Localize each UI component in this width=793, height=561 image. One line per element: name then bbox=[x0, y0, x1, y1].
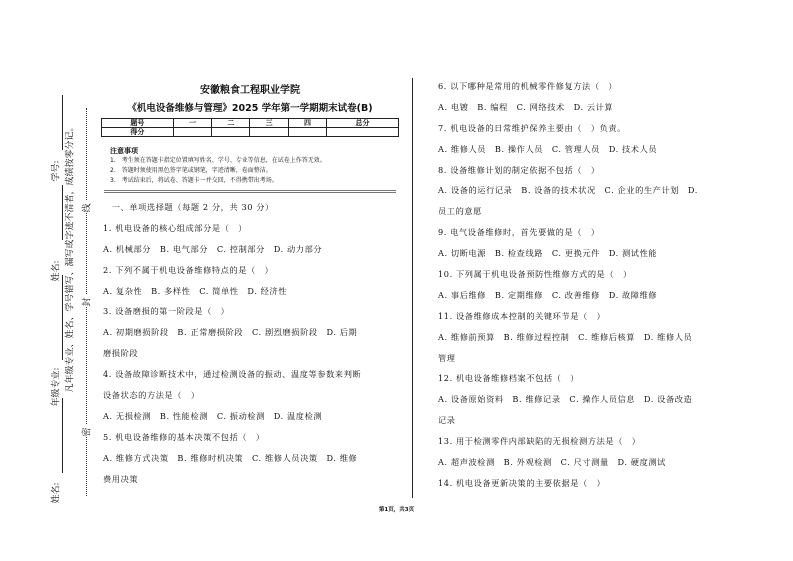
score-cell bbox=[250, 128, 288, 137]
note-item: 2. 答题时须使用黑色签字笔或钢笔，字迹清晰，卷面整洁。 bbox=[110, 167, 272, 174]
seal-mark-feng: 封 bbox=[80, 295, 93, 307]
binding-line-4 bbox=[62, 398, 63, 473]
question-line: A. 无损检测 B. 性能检测 C. 振动检测 D. 温度检测 bbox=[103, 410, 323, 421]
student-id-label: 学号: bbox=[51, 160, 62, 182]
exam-notes bbox=[110, 146, 326, 186]
question-line: A. 设备的运行记录 B. 设备的技术状况 C. 企业的生产计划 D. bbox=[438, 185, 698, 196]
question-line: 1. 机电设备的核心组成部分是（ ） bbox=[103, 222, 248, 233]
question-line: 一、单项选择题（每题 2 分，共 30 分） bbox=[103, 202, 274, 212]
question-line: 设备状态的方法是（ ） bbox=[103, 390, 200, 401]
cell: 四 bbox=[288, 119, 326, 128]
score-cell bbox=[327, 128, 399, 137]
question-line: 记录 bbox=[438, 415, 456, 426]
question-line: 管理 bbox=[438, 352, 456, 363]
seal-mark-mi: 密 bbox=[80, 425, 93, 437]
cell: 三 bbox=[250, 119, 288, 128]
question-line: 3. 设备磨损的第一阶段是（ ） bbox=[103, 306, 230, 317]
question-line: 14. 机电设备更新决策的主要依据是（ ） bbox=[438, 477, 606, 488]
question-line: A. 设备原始资料 B. 维修记录 C. 操作人员信息 D. 设备改造 bbox=[438, 394, 693, 405]
question-line: A. 维修人员 B. 操作人员 C. 管理人员 D. 技术人员 bbox=[438, 143, 658, 154]
cell: 一 bbox=[173, 119, 211, 128]
question-line: A. 维修方式决策 B. 维修时机决策 C. 维修人员决策 D. 维修 bbox=[103, 452, 358, 463]
question-line: 12. 机电设备维修档案不包括（ ） bbox=[438, 373, 580, 384]
cell: 题号 bbox=[102, 119, 174, 128]
question-line: A. 电镀 B. 编程 C. 网络技术 D. 云计算 bbox=[438, 101, 614, 112]
question-line: 6. 以下哪种是常用的机械零件修复方法（ ） bbox=[438, 81, 618, 91]
name-label-bottom: 姓名: bbox=[51, 482, 62, 504]
notes-heading: 注意事项 bbox=[110, 147, 138, 155]
column-divider bbox=[412, 78, 413, 498]
score-cell bbox=[173, 128, 211, 137]
question-line: 2. 下列不属于机电设备维修特点的是（ ） bbox=[103, 264, 274, 275]
question-line: 4. 设备故障诊断技术中，通过检测设备的振动、温度等参数来判断 bbox=[103, 369, 362, 380]
major-label: 年级专业: bbox=[51, 367, 62, 407]
note-item: 1. 考生须在答题卡指定位置填写姓名、学号、专业等信息，在试卷上作答无效。 bbox=[110, 157, 326, 164]
question-line: A. 机械部分 B. 电气部分 C. 控制部分 D. 动力部分 bbox=[103, 243, 323, 254]
question-line: 9. 电气设备维修时，首先要做的是（ ） bbox=[438, 227, 600, 238]
score-cell bbox=[212, 128, 250, 137]
question-line: A. 复杂性 B. 多样性 C. 简单性 D. 经济性 bbox=[103, 285, 288, 296]
question-line: 员工的意愿 bbox=[438, 206, 482, 217]
exam-title: 《机电设备维修与管理》2025 学年第一学期期末试卷(B) bbox=[127, 103, 373, 114]
seal-mark-xian: 线 bbox=[80, 201, 93, 213]
question-line: A. 超声波检测 B. 外观检测 C. 尺寸测量 D. 硬度测试 bbox=[438, 457, 666, 468]
question-line: 11. 设备维修成本控制的关键环节是（ ） bbox=[438, 310, 606, 321]
question-line: A. 初期磨损阶段 B. 正常磨损阶段 C. 剧烈磨损阶段 D. 后期 bbox=[103, 327, 358, 338]
cell: 得分 bbox=[102, 128, 174, 137]
question-line: 7. 机电设备的日常维护保养主要由（ ）负责。 bbox=[438, 122, 626, 133]
left-column-questions bbox=[103, 197, 361, 489]
question-line: 5. 机电设备维修的基本决策不包括（ ） bbox=[103, 431, 265, 442]
question-line: A. 切断电源 B. 检查线路 C. 更换元件 D. 测试性能 bbox=[438, 248, 658, 259]
question-line: A. 事后维修 B. 定期维修 C. 改善维修 D. 故障维修 bbox=[438, 289, 658, 300]
binding-notice: 凡年级专业、姓名、学号错写、漏写或字迹不清者，成绩按零分记。 bbox=[65, 122, 76, 393]
school-name: 安徽粮食工程职业学院 bbox=[200, 85, 300, 96]
score-table-row-question bbox=[102, 119, 399, 128]
note-item: 3. 考试结束后，将试卷、答题卡一并交回，不得携带出考场。 bbox=[110, 177, 278, 184]
right-column-questions bbox=[438, 76, 698, 494]
question-line: 磨损阶段 bbox=[103, 348, 139, 359]
score-table bbox=[101, 118, 399, 137]
name-label: 姓名: bbox=[51, 260, 62, 282]
question-line: 10. 下列属于机电设备预防性维修方式的是（ ） bbox=[438, 269, 632, 280]
cell: 总分 bbox=[327, 119, 399, 128]
question-line: A. 维修前预算 B. 维修过程控制 C. 维修后核算 D. 维修人员 bbox=[438, 331, 693, 342]
page-number: 第1页，共3页 bbox=[378, 507, 415, 513]
score-table-row-score bbox=[102, 128, 399, 137]
cell: 二 bbox=[212, 119, 250, 128]
score-cell bbox=[288, 128, 326, 137]
question-line: 8. 设备维修计划的制定依据不包括（ ） bbox=[438, 164, 600, 175]
question-line: 13. 用于检测零件内部缺陷的无损检测方法是（ ） bbox=[438, 436, 641, 447]
question-line: 费用决策 bbox=[103, 473, 139, 484]
section-divider bbox=[104, 190, 396, 193]
